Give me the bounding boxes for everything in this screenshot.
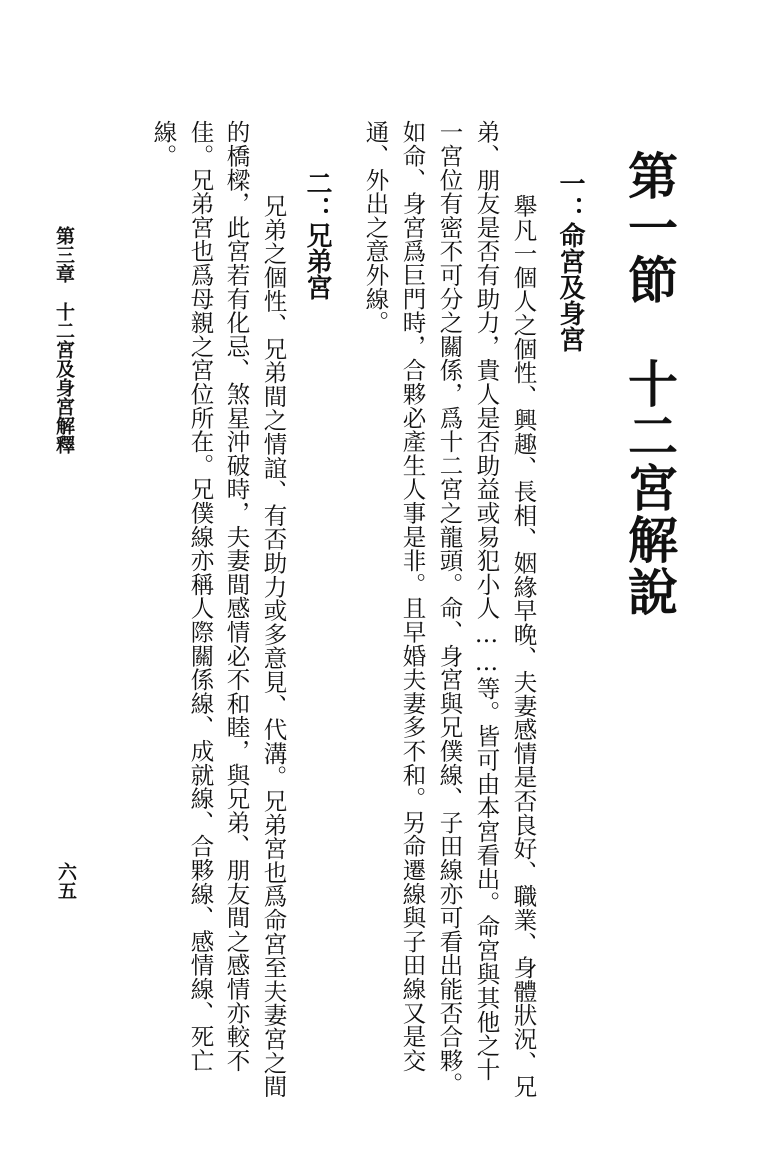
section-title: 第一節 十二宮解說 xyxy=(620,150,678,618)
heading-ming-gong: 一：命宮及身宮 xyxy=(555,170,585,352)
ming-gong-line-1: 舉凡一個人之個性、興趣、長相、姻緣早晚、夫妻感情是否良好、職業、身體狀況、兄 xyxy=(509,170,538,1099)
xiong-di-gong-line-1: 兄弟之個性、兄弟間之情誼、有否助力或多意見、代溝。兄弟宮也爲命宮至夫妻宮之間 xyxy=(259,170,288,1099)
heading-xiong-di-gong: 二：兄弟宮 xyxy=(302,170,332,300)
ming-gong-line-2: 弟、朋友是否有助力，貴人是否助益或易犯小人……等。皆可由本宮看出。命宮與其他之十 xyxy=(472,120,501,1081)
ming-gong-line-5: 通、外出之意外線。 xyxy=(361,120,390,335)
ming-gong-line-3: 一宮位有密不可分之關係，爲十二宮之龍頭。命、身宮與兄僕線、子田線亦可看出能否合夥。 xyxy=(435,120,464,1096)
running-header: 第三章 十二宮及身宮解釋 xyxy=(53,226,75,454)
xiong-di-gong-line-3: 佳。兄弟宮也爲母親之宮位所在。兄僕線亦稱人際關係線、成就線、合夥線、感情線、死亡 xyxy=(186,120,215,1072)
xiong-di-gong-line-2: 的橋樑，此宮若有化忌、煞星沖破時，夫妻間感情必不和睦，與兄弟、朋友間之感情亦較不 xyxy=(222,120,251,1072)
ming-gong-line-4: 如命、身宮爲巨門時，合夥必產生人事是非。且早婚夫妻多不和。另命遷線與子田線又是交 xyxy=(398,120,427,1072)
xiong-di-gong-line-4: 線。 xyxy=(149,120,178,168)
page-number: 六五 xyxy=(55,862,77,900)
